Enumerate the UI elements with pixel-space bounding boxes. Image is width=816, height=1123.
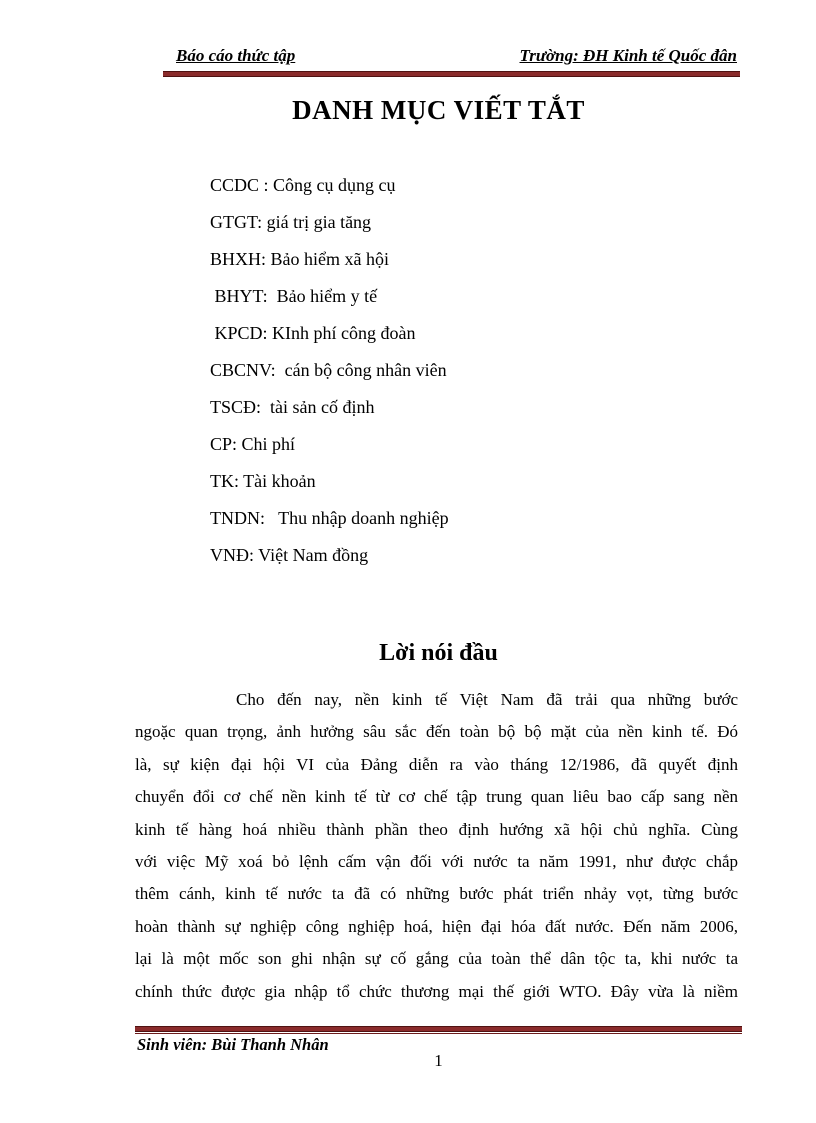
abbreviation-item: TK: Tài khoản xyxy=(210,471,316,491)
body-line: lại là một mốc son ghi nhận sự cố gắng của toàn thể dân tộc ta, khi nước ta xyxy=(135,949,738,969)
body-line: kinh tế hàng hoá nhiều thành phần theo định hướng xã hội chủ nghĩa. Cùng xyxy=(135,819,738,839)
body-line: chuyển đổi cơ chế nền kinh tế từ cơ chế tập trung quan liêu bao cấp sang nền xyxy=(135,787,738,807)
body-line: Cho đến nay, nền kinh tế Việt Nam đã trải qua những bước xyxy=(236,690,738,709)
page-title: DANH MỤC VIẾT TẮT xyxy=(292,95,585,125)
body-line: là, sự kiện đại hội VI của Đảng diễn ra vào tháng 12/1986, đã quyết định xyxy=(135,754,738,774)
body-line: ngoặc quan trọng, ảnh hưởng sâu sắc đến toàn bộ bộ mặt của nền kinh tế. Đó xyxy=(135,722,738,742)
abbreviation-list xyxy=(210,167,449,574)
abbreviation-item: VNĐ: Việt Nam đồng xyxy=(210,545,369,565)
footer-rule xyxy=(135,1026,742,1034)
body-line: chính thức được gia nhập tổ chức thương mại thế giới WTO. Đây vừa là niềm xyxy=(135,981,738,1001)
body-line: thêm cánh, kinh tế nước ta đã có những bước phát triển nhảy vọt, từng bước xyxy=(135,884,738,904)
footer-rule-thin-line xyxy=(135,1033,742,1034)
body-paragraph xyxy=(135,684,738,1008)
header-report-title: Báo cáo thức tập xyxy=(176,46,296,65)
abbreviation-item: TNDN: Thu nhập doanh nghiệp xyxy=(210,508,449,528)
abbreviation-item: CCDC : Công cụ dụng cụ xyxy=(210,175,396,195)
abbreviation-item: BHXH: Bảo hiểm xã hội xyxy=(210,249,389,269)
body-line: với việc Mỹ xoá bỏ lệnh cấm vận đối với nước ta năm 1991, như được chắp xyxy=(135,852,738,872)
abbreviation-item: GTGT: giá trị gia tăng xyxy=(210,212,372,232)
abbreviation-item: CP: Chi phí xyxy=(210,434,296,454)
header-university-name: Trường: ĐH Kinh tế Quốc đân xyxy=(519,46,737,65)
footer-rule-band xyxy=(135,1026,742,1032)
abbreviation-item: TSCĐ: tài sản cố định xyxy=(210,397,375,417)
footer-author: Sinh viên: Bùi Thanh Nhân xyxy=(137,1035,329,1054)
page-number: 1 xyxy=(434,1051,443,1070)
section-heading: Lời nói đầu xyxy=(379,640,498,666)
abbreviation-item: BHYT: Bảo hiểm y tế xyxy=(210,286,378,306)
body-line: hoàn thành sự nghiệp công nghiệp hoá, hiện đại hóa đất nước. Đến năm 2006, xyxy=(135,916,738,936)
abbreviation-item: CBCNV: cán bộ công nhân viên xyxy=(210,360,447,380)
header-rule xyxy=(163,71,740,77)
abbreviation-item: KPCD: KInh phí công đoàn xyxy=(210,323,416,343)
